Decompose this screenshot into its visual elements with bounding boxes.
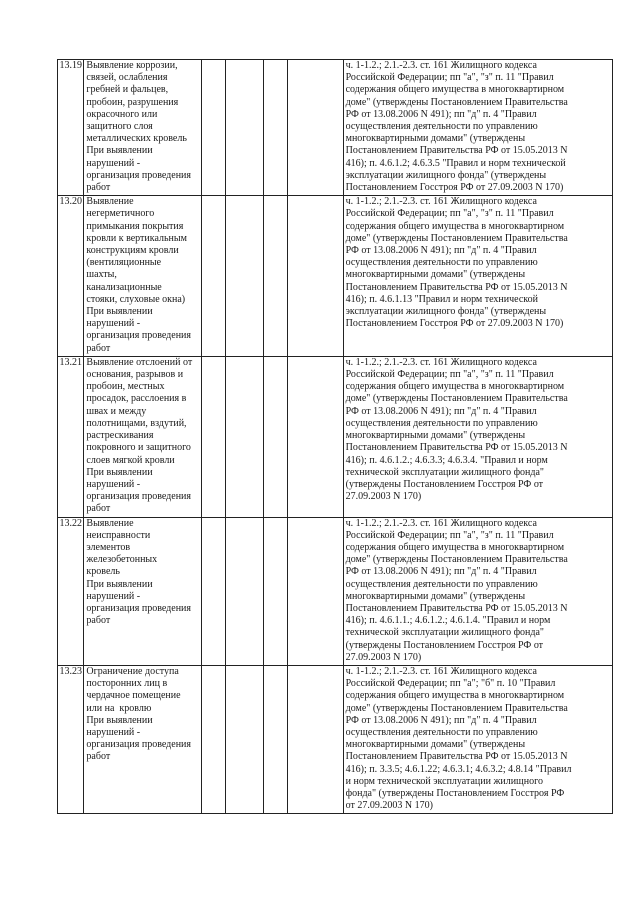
work-description-line: пробоин, разрушения xyxy=(86,96,179,108)
work-description-line: конструкциям кровли xyxy=(86,245,179,257)
row-number: 13.22 xyxy=(58,517,84,665)
work-description-line: связей, ослабления xyxy=(86,72,168,84)
empty-cell xyxy=(264,665,287,813)
empty-cell xyxy=(225,196,264,357)
empty-cell xyxy=(287,196,343,357)
work-description-cell xyxy=(84,196,202,357)
legal-basis-text: ч. 1-1.2.; 2.1.-2.3. ст. 161 Жилищного кодекса Российской Федерации; пп "а"; "б" п. 10 "Правил содержания общего имущества в многоквартирном доме" (утверждены Постановлением Правительства РФ от 13.08.2006 N 491); пп "д" п. 4 "Правил осуществления деятельности по управлению многоквартирными домами" (утверждены Постановлением Правительства РФ от 15.05.2013 N 416); п. 3.3.5; 4.6.1.22; 4.6.3.1; 4.6.3.2; 4.8.14 "Правил и норм технической эксплуатации жилищного фонда" (утверждены Постановлением Госстроя РФ от 27.09.2003 N 170) xyxy=(345,665,572,812)
requirements-table xyxy=(57,59,613,814)
work-description-line: кровель xyxy=(86,566,120,578)
work-description-line: стояки, слуховые окна) xyxy=(86,293,186,305)
row-number: 13.19 xyxy=(58,60,84,196)
empty-cell xyxy=(202,356,225,517)
work-description-line: Ограничение доступа xyxy=(86,665,179,677)
work-description-line: неисправности xyxy=(86,529,151,541)
work-description-cell xyxy=(84,356,202,517)
table-row xyxy=(58,60,613,196)
empty-cell xyxy=(202,60,225,196)
work-description-line: Выявление отслоений от xyxy=(86,356,193,368)
work-description-line: покровного и защитного xyxy=(86,442,191,454)
work-description-line: железобетонных xyxy=(86,554,158,566)
work-description-cell xyxy=(84,60,202,196)
work-description-line: шахты, xyxy=(86,269,117,281)
work-description-line: элементов xyxy=(86,541,131,553)
work-description-line: работ xyxy=(86,503,111,515)
empty-cell xyxy=(264,60,287,196)
work-description-line: работ xyxy=(86,182,111,194)
work-description-line: Выявление xyxy=(86,517,134,529)
row-number: 13.23 xyxy=(58,665,84,813)
work-description-line: работ xyxy=(86,342,111,354)
work-description-line: окрасочного или xyxy=(86,108,158,120)
work-description-line: или на кровлю xyxy=(86,702,152,714)
empty-cell xyxy=(287,356,343,517)
work-description-line: основания, разрывов и xyxy=(86,369,184,381)
work-description-line: организация проведения xyxy=(86,491,192,503)
work-description-line: нарушений - xyxy=(86,726,141,738)
work-description-line: чердачное помещение xyxy=(86,690,181,702)
empty-cell xyxy=(225,517,264,665)
work-description-line: нарушений - xyxy=(86,478,141,490)
empty-cell xyxy=(287,517,343,665)
empty-cell xyxy=(287,60,343,196)
empty-cell xyxy=(202,517,225,665)
work-description-line: просадок, расслоения в xyxy=(86,393,187,405)
work-description-line: металлических кровель xyxy=(86,133,187,145)
empty-cell xyxy=(264,356,287,517)
work-description-line: работ xyxy=(86,751,111,763)
work-description-line: организация проведения xyxy=(86,602,192,614)
legal-basis-text: ч. 1-1.2.; 2.1.-2.3. ст. 161 Жилищного кодекса Российской Федерации; пп "а", "з" п. 11 "Правил содержания общего имущества в многоквартирном доме" (утверждены Постановлением Правительства РФ от 13.08.2006 N 491); пп "д" п. 4 "Правил осуществления деятельности по управлению многоквартирными домами" (утверждены Постановлением Правительства РФ от 15.05.2013 N 416); п. 4.6.1.1.; 4.6.1.2.; 4.6.1.4. "Правил и норм технической эксплуатации жилищного фонда" (утверждены Постановлением Госстроя РФ от 27.09.2003 N 170) xyxy=(345,517,568,663)
empty-cell xyxy=(264,517,287,665)
work-description-line: При выявлении xyxy=(86,306,153,318)
table-row xyxy=(58,356,613,517)
table-row xyxy=(58,517,613,665)
legal-basis-text: ч. 1-1.2.; 2.1.-2.3. ст. 161 Жилищного кодекса Российской Федерации; пп "а", "з" п. 11 "Правил содержания общего имущества в многоквартирном доме" (утверждены Постановлением Правительства РФ от 13.08.2006 N 491); пп "д" п. 4 "Правил осуществления деятельности по управлению многоквартирными домами" (утверждены Постановлением Правительства РФ от 15.05.2013 N 416); п. 4.6.1.13 "Правил и норм технической эксплуатации жилищного фонда" (утверждены Постановлением Госстроя РФ от 27.09.2003 N 170) xyxy=(345,196,568,330)
work-description-line: нарушений - xyxy=(86,157,141,169)
empty-cell xyxy=(264,196,287,357)
legal-basis-text: ч. 1-1.2.; 2.1.-2.3. ст. 161 Жилищного кодекса Российской Федерации; пп "а", "з" п. 11 "Правил содержания общего имущества в многоквартирном доме" (утверждены Постановлением Правительства РФ от 13.08.2006 N 491); пп "д" п. 4 "Правил осуществления деятельности по управлению многоквартирными домами" (утверждены Постановлением Правительства РФ от 15.05.2013 N 416); п. 4.6.1.2.; 4.6.3.3; 4.6.3.4. "Правил и норм технической эксплуатации жилищного фонда" (утверждены Постановлением Госстроя РФ от 27.09.2003 N 170) xyxy=(345,356,568,503)
empty-cell xyxy=(225,60,264,196)
work-description-line: нарушений - xyxy=(86,590,141,602)
work-description-line: негерметичного xyxy=(86,208,155,220)
work-description-line: гребней и фальцев, xyxy=(86,84,169,96)
work-description-line: кровли к вертикальным xyxy=(86,232,187,244)
work-description-line: слоев мягкой кровли xyxy=(86,454,175,466)
work-description-line: полотнищами, вздутий, xyxy=(86,417,187,429)
work-description-line: посторонних лиц в xyxy=(86,678,168,690)
work-description-line: организация проведения xyxy=(86,169,192,181)
work-description-line: При выявлении xyxy=(86,145,153,157)
table-body xyxy=(58,60,613,814)
work-description-line: швах и между xyxy=(86,405,147,417)
legal-basis-cell xyxy=(343,196,612,357)
empty-cell xyxy=(225,665,264,813)
empty-cell xyxy=(202,196,225,357)
table-row xyxy=(58,196,613,357)
work-description-line: канализационные xyxy=(86,281,162,293)
legal-basis-text: ч. 1-1.2.; 2.1.-2.3. ст. 161 Жилищного кодекса Российской Федерации; пп "а", "з" п. 11 "Правил содержания общего имущества в многоквартирном доме" (утверждены Постановлением Правительства РФ от 13.08.2006 N 491); пп "д" п. 4 "Правил осуществления деятельности по управлению многоквартирными домами" (утверждены Постановлением Правительства РФ от 15.05.2013 N 416); п. 4.6.1.2; 4.6.3.5 "Правил и норм технической эксплуатации жилищного фонда" (утверждены Постановлением Госстроя РФ от 27.09.2003 N 170) xyxy=(345,60,568,194)
work-description-line: Выявление xyxy=(86,196,134,208)
work-description-cell xyxy=(84,665,202,813)
legal-basis-cell xyxy=(343,356,612,517)
work-description-line: (вентиляционные xyxy=(86,257,162,269)
empty-cell xyxy=(225,356,264,517)
legal-basis-cell xyxy=(343,60,612,196)
work-description-line: нарушений - xyxy=(86,318,141,330)
empty-cell xyxy=(287,665,343,813)
work-description-line: При выявлении xyxy=(86,466,153,478)
row-number: 13.20 xyxy=(58,196,84,357)
work-description-line: работ xyxy=(86,615,111,627)
legal-basis-cell xyxy=(343,517,612,665)
work-description-line: При выявлении xyxy=(86,578,153,590)
work-description-line: организация проведения xyxy=(86,330,192,342)
work-description-line: растрескивания xyxy=(86,430,154,442)
work-description-line: При выявлении xyxy=(86,714,153,726)
work-description-line: пробоин, местных xyxy=(86,381,165,393)
table-row xyxy=(58,665,613,813)
work-description-line: Выявление коррозии, xyxy=(86,60,178,71)
work-description-line: организация проведения xyxy=(86,739,192,751)
row-number: 13.21 xyxy=(58,356,84,517)
empty-cell xyxy=(202,665,225,813)
work-description-line: примыкания покрытия xyxy=(86,220,184,232)
work-description-cell xyxy=(84,517,202,665)
work-description-line: защитного слоя xyxy=(86,121,153,133)
legal-basis-cell xyxy=(343,665,612,813)
